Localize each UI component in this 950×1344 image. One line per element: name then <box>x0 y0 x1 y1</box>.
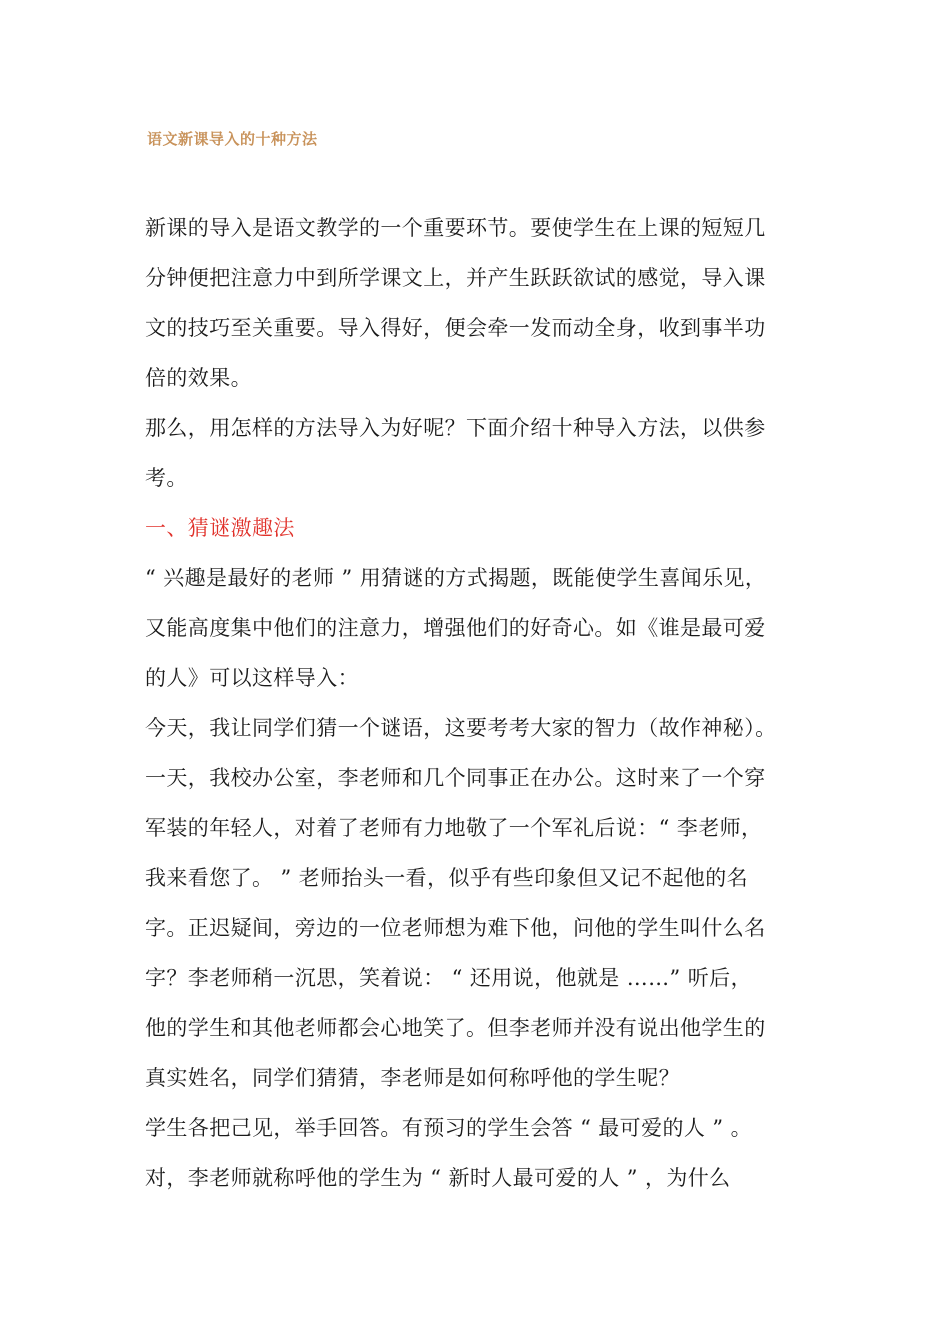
text-line: 字。正迟疑间，旁边的一位老师想为难下他，问他的学生叫什么名 <box>145 916 766 940</box>
text-line: 今天，我让同学们猜一个谜语，这要考考大家的智力（故作神秘）。 <box>145 716 777 740</box>
text-line: “ 兴趣是最好的老师 ” 用猜谜的方式揭题，既能使学生喜闻乐见， <box>145 566 767 590</box>
text-line: 新课的导入是语文教学的一个重要环节。要使学生在上课的短短几 <box>145 216 766 240</box>
answer-paragraph <box>145 1103 810 1203</box>
text-line: 对，李老师就称呼他的学生为 “ 新时人最可爱的人 ” ，为什么 <box>145 1166 731 1190</box>
text-line: 的人》可以这样导入： <box>145 666 359 690</box>
text-line: 考。 <box>145 466 188 490</box>
text-line: 学生各把己见，举手回答。有预习的学生会答 “ 最可爱的人 ” 。 <box>145 1116 752 1140</box>
text-line: 文的技巧至关重要。导入得好，便会牵一发而动全身，收到事半功 <box>145 316 766 340</box>
text-line: 他的学生和其他老师都会心地笑了。但李老师并没有说出他学生的 <box>145 1016 766 1040</box>
text-line: 军装的年轻人，对着了老师有力地敬了一个军礼后说：“ 李老师， <box>145 816 763 840</box>
section-paragraph <box>145 553 810 703</box>
document-body <box>145 203 810 1203</box>
transition-paragraph <box>145 403 810 503</box>
intro-paragraph <box>145 203 810 403</box>
document-title: 语文新课导入的十种方法 <box>147 130 318 148</box>
text-line: 那么，用怎样的方法导入为好呢？下面介绍十种导入方法，以供参 <box>145 416 766 440</box>
text-line: 分钟便把注意力中到所学课文上，并产生跃跃欲试的感觉，导入课 <box>145 266 766 290</box>
text-line: 真实姓名，同学们猜猜，李老师是如何称呼他的学生呢？ <box>145 1066 680 1090</box>
story-paragraph <box>145 703 810 1103</box>
text-line: 我来看您了。 ” 老师抬头一看，似乎有些印象但又记不起他的名 <box>145 866 749 890</box>
section-heading: 一、猜谜激趣法 <box>145 516 295 540</box>
text-line: 字？李老师稍一沉思，笑着说： “ 还用说，他就是 ……” 听后， <box>145 966 752 990</box>
text-line: 一天，我校办公室，李老师和几个同事正在办公。这时来了一个穿 <box>145 766 766 790</box>
text-line: 又能高度集中他们的注意力，增强他们的好奇心。如《谁是最可爱 <box>145 616 766 640</box>
text-line: 倍的效果。 <box>145 366 252 390</box>
